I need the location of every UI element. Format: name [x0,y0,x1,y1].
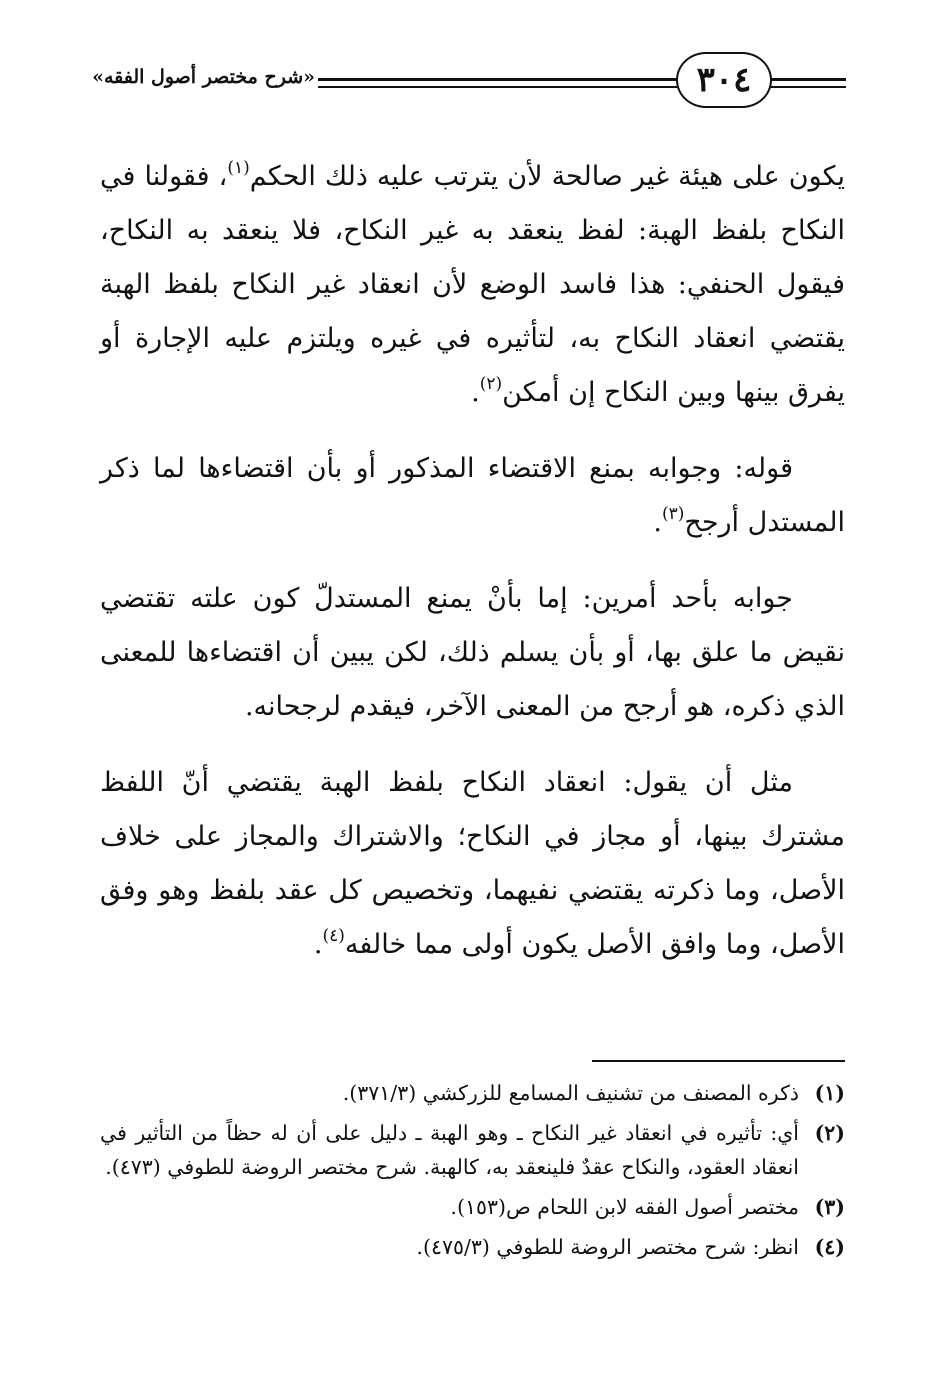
header-rule [768,78,846,81]
footnote-ref: (٣) [661,504,685,524]
footnote-ref: (١) [227,158,250,178]
paragraph-text: ، فقولنا في النكاح بلفظ الهبة: لفظ ينعقد به غير النكاح، فلا ينعقد به النكاح، فيقول الحنفي: هذا فاسد الوضع لأن انعقاد غير النكاح بلفظ الهبة يقتضي انعقاد النكاح به، لتأثيره في غيره ويلتزم عليه الإجارة أو يفرق بينها وبين النكاح إن أمكن [100,161,845,408]
footnote-number: (٤) [814,1235,845,1259]
footnote-text: انظر: شرح مختصر الروضة للطوفي (٤٧٥/٣). [416,1235,799,1259]
header-rule [318,78,678,81]
paragraph-text: . [313,929,323,960]
footnote-number: (١) [814,1081,845,1105]
footnote-text: مختصر أصول الفقه لابن اللحام ص(١٥٣). [450,1195,799,1219]
footnote [100,1116,845,1184]
paragraph-text: . [471,377,480,408]
paragraph-4 [100,756,845,972]
footnote-separator [592,1060,845,1062]
paragraph-3 [100,572,845,734]
page-header [0,0,947,130]
footnote [100,1190,845,1224]
page-number: ٣٠٤ [696,60,752,100]
running-title: «شرح مختصر أصول الفقه» [92,66,315,88]
footnote-text: أي: تأثيره في انعقاد غير النكاح ـ وهو الهبة ـ دليل على أن له حظاً من التأثير في انعقاد العقود، والنكاح عقدٌ فلينعقد به، كالهبة. شرح مختصر الروضة للطوفي (٤٧٣). [100,1121,799,1179]
footnote-ref: (٢) [479,374,503,394]
footnotes [100,1076,845,1264]
footnote-text: ذكره المصنف من تشنيف المسامع للزركشي (٣٧١/٣). [342,1081,799,1105]
footnote-ref: (٤) [322,926,345,946]
paragraph-text: . [653,507,662,538]
header-rule [318,86,678,88]
paragraph-text: قوله: وجوابه بمنع الاقتضاء المذكور أو بأن اقتضاءها لما ذكر المستدل أرجح [100,453,845,538]
footnote-number: (٢) [814,1121,845,1145]
footnote [100,1230,845,1264]
header-rule [768,86,846,88]
paragraph-text: مثل أن يقول: انعقاد النكاح بلفظ الهبة يقتضي أنّ اللفظ مشترك بينها، أو مجاز في النكاح؛ والاشتراك والمجاز على خلاف الأصل، وما ذكرته يقتضي نفيهما، وتخصيص كل عقد بلفظ وهو وفق الأصل، وما وافق الأصل يكون أولى مما خالفه [100,767,845,960]
main-text [100,150,845,972]
footnote-number: (٣) [814,1195,845,1219]
paragraph-text: يكون على هيئة غير صالحة لأن يترتب عليه ذلك الحكم [249,161,846,192]
paragraph-text: جوابه بأحد أمرين: إما بأنْ يمنع المستدلّ كون علته تقتضي نقيض ما علق بها، أو بأن يسلم ذلك، لكن يبين أن اقتضاءها للمعنى الذي ذكره، هو أرجح من المعنى الآخر، فيقدم لرجحانه. [100,583,845,722]
paragraph-2 [100,442,845,550]
footnote [100,1076,845,1110]
paragraph-1 [100,150,845,420]
